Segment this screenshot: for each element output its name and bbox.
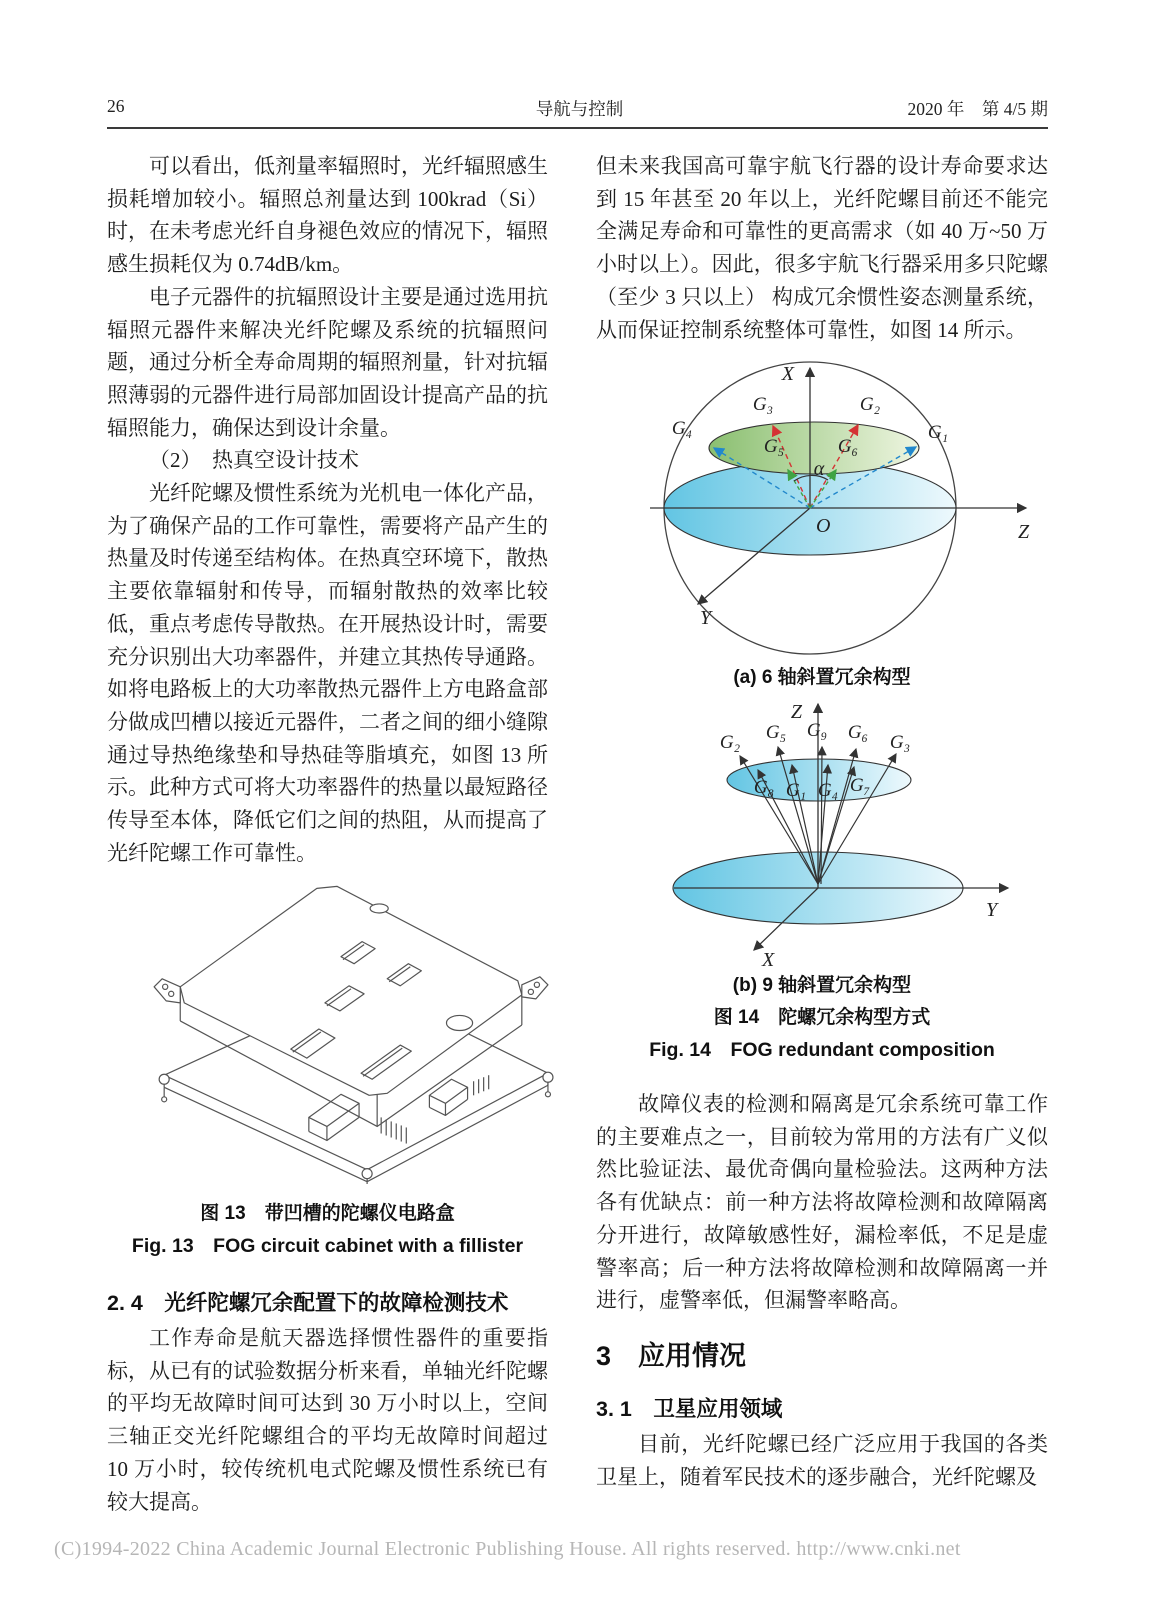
paragraph: 故障仪表的检测和隔离是冗余系统可靠工作的主要难点之一，目前较为常用的方法有广义似然比验证法、最优奇偶向量检验法。这两种方法各有优缺点：前一种方法将故障检测和故障隔离分开进行，故障敏感性好，漏检率低，不足是虚警率高；后一种方法将故障检测和故障隔离一并进行，虚警率低，但漏警率略高。 [596, 1092, 1048, 1313]
nine-axis-cone [596, 692, 1048, 970]
page-number: 26 [107, 96, 125, 116]
axis-x-label: X [781, 363, 794, 385]
six-axis-sphere [596, 356, 1048, 662]
origin-label: O [816, 515, 831, 537]
figure14b-caption: (b) 9 轴斜置冗余构型 [732, 975, 912, 996]
gyro-label-g3: G₃ [889, 732, 911, 753]
gyro-label-g6: G₆ [837, 436, 859, 457]
figure14a-caption: (a) 6 轴斜置冗余构型 [733, 667, 911, 688]
figure14a-diagram [596, 356, 1048, 662]
paragraph: 可以看出，低剂量率辐照时，光纤辐照感生损耗增加较小。辐照总剂量达到 100krad（Si） 时，在未考虑光纤自身褪色效应的情况下，辐照感生损耗仅为 0.74dB/km。 [107, 154, 548, 277]
section-2-4-heading: 2. 4 光纤陀螺冗余配置下的故障检测技术 [107, 1291, 509, 1315]
journal-title: 导航与控制 [535, 99, 624, 119]
gyro-label-g1: G₁ [927, 422, 949, 443]
paragraph: 电子元器件的抗辐照设计主要是通过选用抗辐照元器件来解决光纤陀螺及系统的抗辐照问题，通过分析全寿命周期的辐照剂量，针对抗辐照薄弱的元器件进行局部加固设计提高产品的抗辐照能力，确保达到设计余量。 [107, 285, 548, 440]
gyro-label-g1: G₁ [785, 780, 807, 801]
paragraph: 工作寿命是航天器选择惯性器件的重要指标，从已有的试验数据分析来看，单轴光纤陀螺的平均无故障时间可达到 30 万小时以上，空间三轴正交光纤陀螺组合的平均无故障时间超过 10 万小时，较传统机电式陀螺及惯性系统已有较大提高。 [107, 1326, 548, 1514]
paragraph: 光纤陀螺及惯性系统为光机电一体化产品，为了确保产品的工作可靠性，需要将产品产生的热量及时传递至结构体。在热真空环境下，散热主要依靠辐射和传导，而辐射散热的效率比较低，重点考虑传导散热。在开展热设计时，需要充分识别出大功率器件，并建立其热传导通路。如将电路板上的大功率散热元器件上方电路盒部分做成凹槽以接近元器件，二者之间的细小缝隙通过导热绝缘垫和导热硅等脂填充，如图 13 所示。此种方式可将大功率器件的热量以最短路径传导至本体，降低它们之间的热阻，从而提高了光纤陀螺工作可靠性。 [107, 481, 548, 865]
header-rule [107, 127, 1048, 129]
figure13-caption-en: Fig. 13 FOG circuit cabinet with a fillister [131, 1235, 524, 1257]
axis-y-label: Y [986, 899, 998, 921]
axis-x-label: X [762, 949, 775, 970]
gyro-label-g2: G₂ [719, 732, 741, 753]
gyro-label-g8: G₈ [753, 777, 775, 798]
gyro-label-g6: G₆ [847, 722, 869, 743]
subsection-heading: （2） 热真空设计技术 [149, 448, 359, 472]
gyro-label-g9: G₉ [806, 720, 828, 741]
section-3-1-heading: 3. 1 卫星应用领域 [596, 1397, 783, 1421]
issue-info: 2020 年 第 4/5 期 [907, 99, 1048, 119]
axis-y-label: Y [700, 607, 712, 629]
paragraph: 但未来我国高可靠宇航飞行器的设计寿命要求达到 15 年甚至 20 年以上，光纤陀螺目前还不能完全满足寿命和可靠性的更高需求（如 40 万~50 万小时以上）。因此，很多宇航飞行器采用多只陀螺（至少 3 只以上） 构成冗余惯性姿态测量系统，从而保证控制系统整体可靠性，如图 14 所示。 [596, 154, 1048, 342]
fog-cabinet-drawing [128, 872, 560, 1184]
gyro-label-g5: G₅ [763, 436, 785, 457]
figure14-caption-en: Fig. 14 FOG redundant composition [649, 1039, 995, 1061]
gyro-label-g2: G₂ [859, 394, 881, 415]
figure14-caption-zh: 图 14 陀螺冗余构型方式 [713, 1007, 931, 1028]
copyright-footer: (C)1994-2022 China Academic Journal Electronic Publishing House. All rights reserved. http://www.cnki.net [54, 1538, 961, 1560]
figure13-drawing [128, 872, 560, 1184]
gyro-label-g4: G₄ [671, 418, 693, 439]
figure13-caption-zh: 图 13 带凹槽的陀螺仪电路盒 [200, 1203, 455, 1224]
axis-z-label: Z [790, 701, 802, 723]
axis-z-label: Z [1018, 521, 1030, 543]
gyro-label-g7: G₇ [849, 775, 871, 796]
paragraph: 目前，光纤陀螺已经广泛应用于我国的各类卫星上，随着军民技术的逐步融合，光纤陀螺及 [596, 1432, 1048, 1489]
section-3-heading: 3 应用情况 [596, 1341, 747, 1371]
alpha-label: α [813, 458, 825, 480]
gyro-label-g4: G₄ [817, 780, 839, 801]
gyro-label-g3: G₃ [752, 394, 774, 415]
figure14b-diagram [596, 692, 1048, 970]
gyro-label-g5: G₅ [765, 722, 787, 743]
